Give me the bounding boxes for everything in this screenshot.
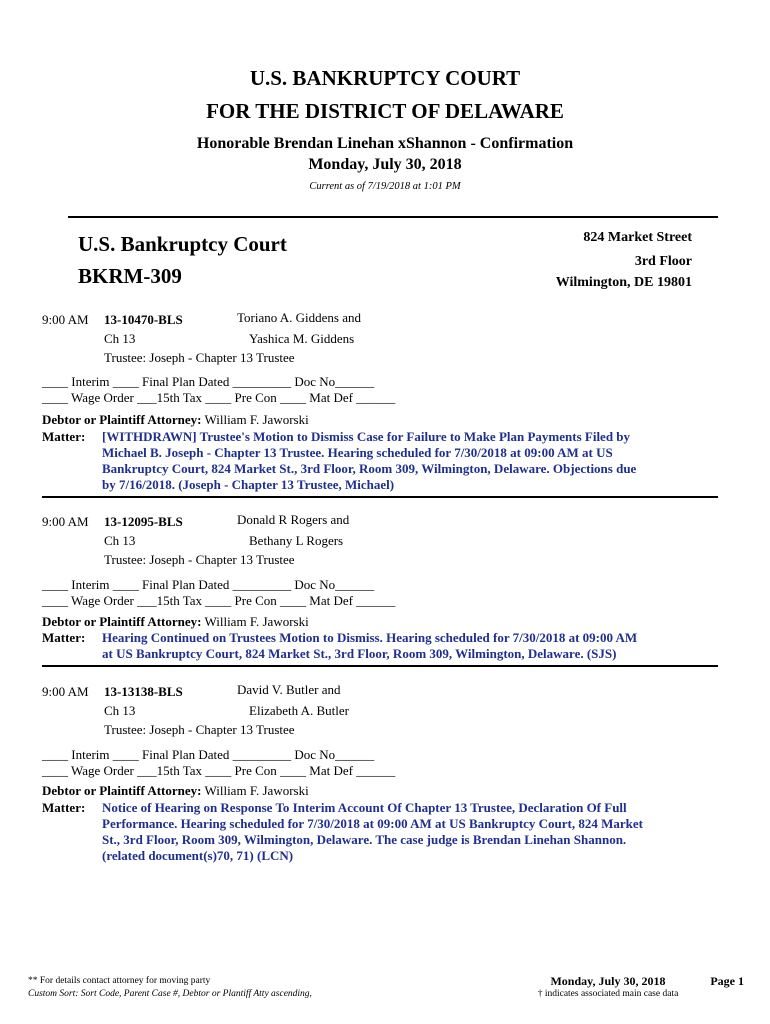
case-divider [42,496,718,498]
case-trustee: Trustee: Joseph - Chapter 13 Trustee [104,552,295,567]
case-number: 13-12095-BLS [104,514,183,529]
matter-line: by 7/16/2018. (Joseph - Chapter 13 Trustee, Michael) [102,477,395,492]
matter-text [102,630,637,662]
attorney-line [42,614,309,630]
footer-date: Monday, July 30, 2018 [550,974,666,988]
court-name: U.S. Bankruptcy Court [78,232,287,256]
wage-order-row: ____ Wage Order ___15th Tax ____ Pre Con ____ Mat Def ______ [42,763,396,778]
matter-line: Performance. Hearing scheduled for 7/30/2018 at 09:00 AM at US Bankruptcy Court, 824 Market [102,816,644,831]
matter-text [102,429,636,493]
debtor-party2: Bethany L Rogers [249,533,344,548]
case-chapter: Ch 13 [104,703,136,718]
address-line1: 824 Market Street [583,230,692,245]
interim-row: ____ Interim ____ Final Plan Dated _________ Doc No______ [42,374,375,389]
matter-line: Bankruptcy Court, 824 Market St., 3rd Floor, Room 309, Wilmington, Delaware. Objections due [102,461,637,476]
page-number: Page 1 [710,974,744,988]
interim-row: ____ Interim ____ Final Plan Dated _________ Doc No______ [42,747,375,762]
address-line3: Wilmington, DE 19801 [555,275,692,290]
matter-line: [WITHDRAWN] Trustee's Motion to Dismiss Case for Failure to Make Plan Payments Filed by [102,429,631,444]
matter-line: Notice of Hearing on Response To Interim Account Of Chapter 13 Trustee, Declaration Of Full [102,800,627,815]
case-time: 9:00 AM [42,684,89,699]
case-number: 13-13138-BLS [104,684,183,699]
matter-line: St., 3rd Floor, Room 309, Wilmington, Delaware. The case judge is Brendan Linehan Shannon. [102,832,627,847]
debtor-party1: Toriano A. Giddens and [237,310,362,325]
header-divider [68,216,718,218]
matter-line: at US Bankruptcy Court, 824 Market St., 3rd Floor, Room 309, Wilmington, Delaware. (SJS) [102,646,617,661]
wage-order-row: ____ Wage Order ___15th Tax ____ Pre Con ____ Mat Def ______ [42,390,396,405]
case-trustee: Trustee: Joseph - Chapter 13 Trustee [104,722,295,737]
attorney-name: William F. Jaworski [204,614,309,629]
debtor-party1: Donald R Rogers and [237,512,350,527]
attorney-line [42,783,309,799]
address-line2: 3rd Floor [634,254,692,269]
case-chapter: Ch 13 [104,331,136,346]
court-title: U.S. BANKRUPTCY COURT [249,66,521,90]
wage-order-row: ____ Wage Order ___15th Tax ____ Pre Con ____ Mat Def ______ [42,593,396,608]
debtor-party2: Yashica M. Giddens [249,331,355,346]
matter-line: Michael B. Joseph - Chapter 13 Trustee. Hearing scheduled for 7/30/2018 at 09:00 AM at US [102,445,613,460]
interim-row: ____ Interim ____ Final Plan Dated _________ Doc No______ [42,577,375,592]
debtor-party1: David V. Butler and [237,682,341,697]
judge-line: Honorable Brendan Linehan xShannon - Confirmation [196,135,574,152]
case-trustee: Trustee: Joseph - Chapter 13 Trustee [104,350,295,365]
courtroom: BKRM-309 [78,264,182,288]
district-title: FOR THE DISTRICT OF DELAWARE [206,99,564,123]
case-divider [42,665,718,667]
debtor-party2: Elizabeth A. Butler [249,703,350,718]
footer-note: ** For details contact attorney for moving party [28,976,211,986]
footer-sort-note: Custom Sort: Sort Code, Parent Case #, Debtor or Plantiff Atty ascending, [28,989,312,999]
attorney-name: William F. Jaworski [204,412,309,427]
attorney-name: William F. Jaworski [204,783,309,798]
attorney-label: Debtor or Plaintiff Attorney: [42,783,202,798]
attorney-label: Debtor or Plaintiff Attorney: [42,412,202,427]
matter-line: (related document(s)70, 71) (LCN) [102,848,294,863]
matter-label: Matter: [42,630,86,645]
case-chapter: Ch 13 [104,533,136,548]
matter-label: Matter: [42,429,86,444]
matter-label: Matter: [42,800,86,815]
attorney-line [42,412,309,428]
case-time: 9:00 AM [42,312,89,327]
current-as-of: Current as of 7/19/2018 at 1:01 PM [309,181,461,192]
hearing-date: Monday, July 30, 2018 [308,156,462,173]
matter-text [102,800,643,864]
case-time: 9:00 AM [42,514,89,529]
footer-dagger-note: † indicates associated main case data [537,989,679,999]
attorney-label: Debtor or Plaintiff Attorney: [42,614,202,629]
matter-line: Hearing Continued on Trustees Motion to Dismiss. Hearing scheduled for 7/30/2018 at 09:00 AM [102,630,638,645]
case-number: 13-10470-BLS [104,312,183,327]
